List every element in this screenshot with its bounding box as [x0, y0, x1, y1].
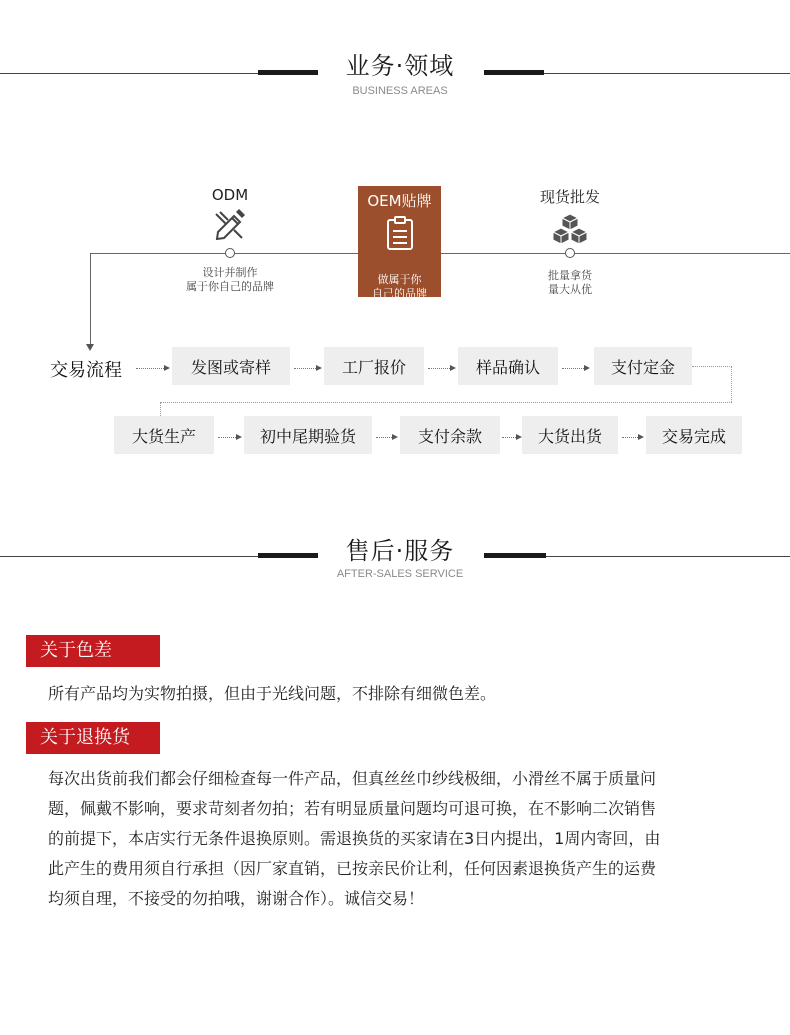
flow-step-5: 大货生产: [114, 416, 214, 454]
flow-connector: [160, 402, 161, 416]
flow-arrow: [294, 368, 320, 369]
boxes-icon: [552, 213, 588, 245]
flow-step-9: 交易完成: [646, 416, 742, 454]
header-bar-right: [484, 70, 544, 75]
mode-odm-desc-1: 设计并制作: [202, 266, 258, 279]
design-pencil-icon: [212, 208, 248, 242]
mode-oem-title: OEM贴牌: [367, 192, 432, 210]
business-title: 业务·领域: [345, 52, 455, 80]
flow-arrow: [428, 368, 454, 369]
header-bar-right: [484, 553, 546, 558]
header-bar-left: [258, 553, 318, 558]
flow-label: 交易流程: [50, 360, 122, 381]
returns-line: 均须自理，不接受的勿拍哦，谢谢合作）。诚信交易！: [48, 889, 425, 908]
business-subtitle: BUSINESS AREAS: [352, 85, 448, 97]
mode-wholesale-desc-1: 批量拿货: [548, 269, 592, 282]
flow-step-3: 样品确认: [458, 347, 558, 385]
flow-connector: [160, 402, 732, 403]
mode-odm-desc-2: 属于你自己的品牌: [186, 280, 274, 293]
modes-down-line: [90, 253, 91, 347]
returns-line: 每次出货前我们都会仔细检查每一件产品，但真丝丝巾纱线极细，小滑丝不属于质量问: [48, 769, 657, 788]
flow-arrow: [376, 437, 396, 438]
flow-connector: [692, 366, 732, 367]
flow-arrow: [502, 437, 520, 438]
flow-step-8: 大货出货: [522, 416, 618, 454]
header-line-right: [544, 73, 790, 74]
color-diff-label: 关于色差: [26, 635, 160, 667]
header-line-left: [0, 73, 258, 74]
flow-connector: [731, 366, 732, 402]
returns-line: 此产生的费用须自行承担（因厂家直销，已按亲民价让利，任何因素退换货产生的运费: [48, 859, 657, 878]
header-line-right: [546, 556, 790, 557]
returns-text: [48, 764, 764, 914]
header-line-left: [0, 556, 258, 557]
aftersales-title: 售后·服务: [345, 537, 455, 565]
returns-line: 的前提下，本店实行无条件退换原则。需退换货的买家请在3日内提出，1周内寄回，由: [48, 829, 661, 848]
mode-oem-desc-2: 自己的品牌: [372, 287, 427, 300]
flow-step-4: 支付定金: [594, 347, 692, 385]
flow-step-1: 发图或寄样: [172, 347, 290, 385]
flow-step-6: 初中尾期验货: [244, 416, 372, 454]
returns-label: 关于退换货: [26, 722, 160, 754]
flow-step-7: 支付余款: [400, 416, 500, 454]
clipboard-icon: [385, 215, 415, 251]
flow-arrow: [136, 368, 168, 369]
returns-line: 题，佩戴不影响，要求苛刻者勿拍；若有明显质量问题均可退可换，在不影响二次销售: [48, 799, 657, 818]
mode-oem-desc-1: 做属于你: [377, 273, 422, 286]
mode-odm: [170, 186, 290, 294]
mode-odm-dot: [225, 248, 235, 258]
flow-arrow: [622, 437, 642, 438]
color-diff-text: 所有产品均为实物拍摄，但由于光线问题，不排除有细微色差。: [48, 684, 497, 703]
mode-wholesale-title: 现货批发: [539, 188, 600, 206]
mode-wholesale: [510, 186, 630, 297]
aftersales-subtitle: AFTER-SALES SERVICE: [336, 568, 464, 580]
mode-wholesale-desc-2: 量大从优: [548, 283, 592, 296]
mode-wholesale-dot: [565, 248, 575, 258]
modes-down-arrow: [86, 344, 94, 351]
header-bar-left: [258, 70, 318, 75]
flow-arrow: [562, 368, 588, 369]
flow-step-2: 工厂报价: [324, 347, 424, 385]
mode-oem: [358, 186, 441, 300]
flow-arrow: [218, 437, 240, 438]
mode-odm-title: ODM: [211, 186, 249, 204]
